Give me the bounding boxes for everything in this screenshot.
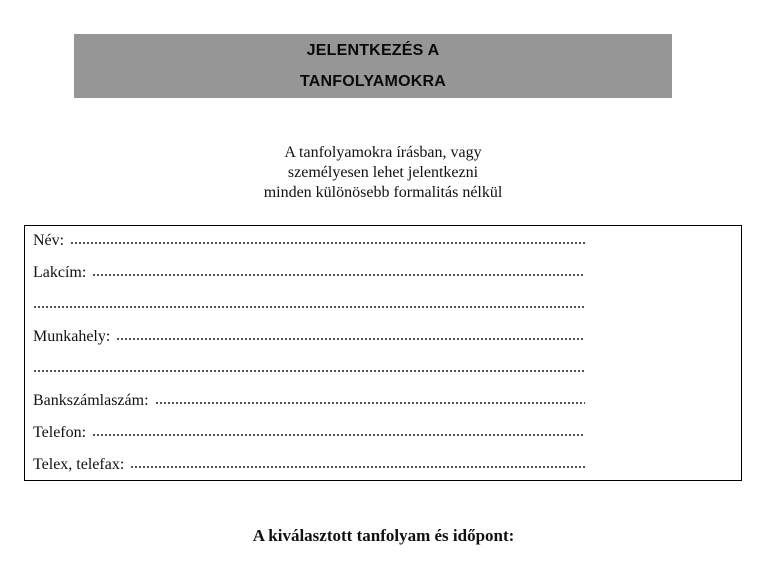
page-title-line-1: JELENTKEZÉS A [306,42,440,59]
telex-fax-field[interactable] [130,465,585,469]
phone-field[interactable] [92,433,585,437]
workplace-continuation-field[interactable] [33,369,585,373]
workplace-field[interactable] [116,337,585,341]
application-form [24,225,742,481]
name-label: Név: [33,232,65,249]
page-title-line-2: TANFOLYAMOKRA [299,73,446,90]
address-label: Lakcím: [33,264,87,281]
selected-course-heading: A kiválasztott tanfolyam és időpont: [252,526,515,545]
address-continuation-field[interactable] [33,305,585,309]
name-field[interactable] [70,241,585,245]
workplace-row [33,324,585,346]
intro-line-2: személyesen lehet jelentkezni [287,164,479,181]
intro-line-3: minden különösebb formalitás nélkül [263,184,503,201]
bank-account-label: Bankszámlaszám: [33,392,149,409]
workplace-continuation-row [33,356,585,378]
intro-line-1: A tanfolyamokra írásban, vagy [284,144,482,161]
phone-label: Telefon: [33,424,87,441]
address-field[interactable] [92,273,585,277]
workplace-label: Munkahely: [33,328,111,345]
name-row [33,228,585,250]
telex-fax-label: Telex, telefax: [33,456,125,473]
header-band [74,34,672,98]
phone-row [33,420,585,442]
bank-account-row [33,388,585,410]
address-continuation-row [33,292,585,314]
bank-account-field[interactable] [155,401,585,405]
address-row [33,260,585,282]
intro-text [150,143,616,203]
telex-fax-row [33,452,585,474]
